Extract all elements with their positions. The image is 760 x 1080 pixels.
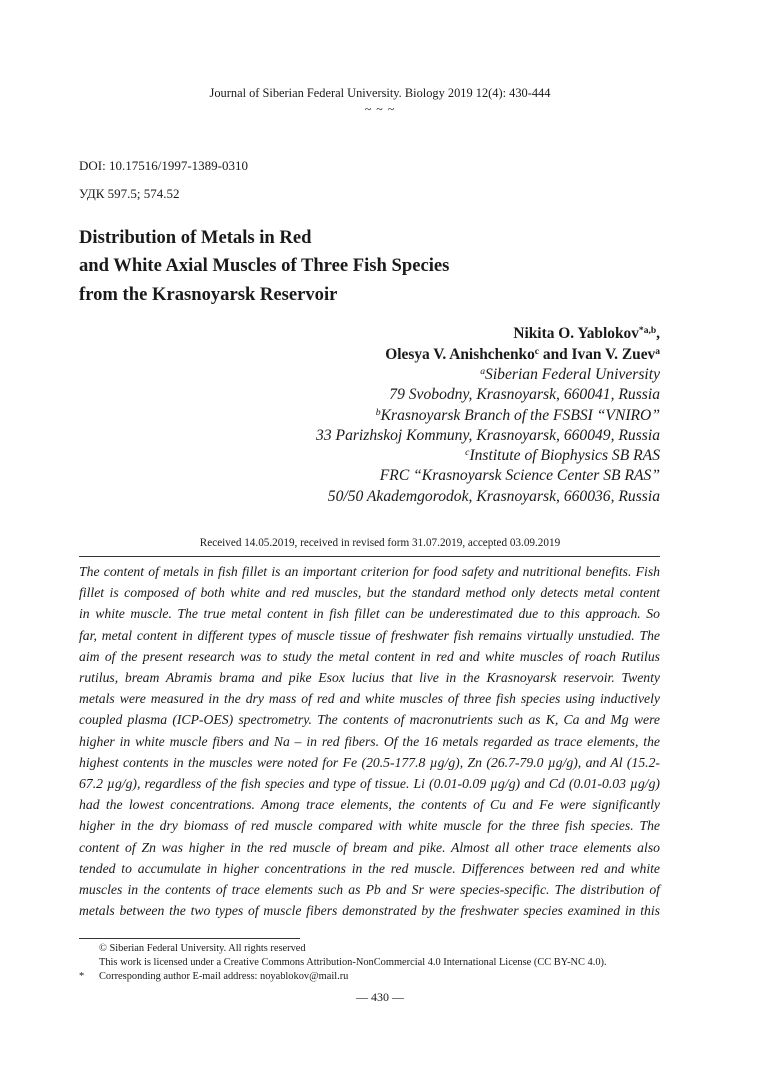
author-list: [385, 323, 660, 365]
doi-line[interactable]: DOI: 10.17516/1997-1389-0310: [79, 158, 248, 173]
abstract-line: aim of the present research was to study the metal content in red and white muscles of roach Rutilus: [79, 648, 660, 664]
abstract-line: fillet is composed of both white and red muscles, but the standard method only detects metal content: [79, 585, 660, 601]
abstract-line: muscles in the contents of trace elements such as Pb and Sr were species-specific. The distribution of: [79, 882, 660, 898]
footnote-license[interactable]: This work is licensed under a Creative Commons Attribution-NonCommercial 4.0 International License (CC BY-NC 4.0).: [99, 957, 607, 969]
affil-mark: b: [375, 406, 381, 418]
article-title: [79, 224, 449, 309]
abstract-line: in white muscle. The true metal content in fish fillet can be underestimated due to this approach. So: [79, 606, 660, 622]
abstract-line: highest contents in the muscles were noted for Fe (20.5-177.8 µg/g), Zn (26.7-79.0 µg/g), and Al (15.2-: [79, 754, 660, 770]
abstract-line: rutilus, bream Abramis brama and pike Esox lucius that live in the Krasnoyarsk reservoir. Twenty: [79, 670, 660, 686]
asterisk-mark: *: [79, 971, 85, 983]
udk-line: УДК 597.5; 574.52: [79, 186, 180, 201]
abstract-line: 67.2 µg/g), regardless of the fish species and type of tissue. Li (0.01-0.09 µg/g) and Cd (0.01-0.03 µg/g): [79, 776, 660, 792]
footnote-copyright: © Siberian Federal University. All rights reserved: [99, 943, 306, 954]
affiliations: [316, 365, 660, 507]
abstract-line: higher in the dry biomass of red muscle compared with white muscle for the three fish species. The: [79, 818, 660, 834]
footnote-corresponding-author[interactable]: * Corresponding author E-mail address: noyablokov@mail.ru: [79, 970, 679, 984]
author-affil-mark: a: [655, 346, 660, 358]
affiliation-line: $^c$Institute of Biophysics SB RAS: [465, 447, 660, 465]
author-conjunction: and: [539, 346, 572, 363]
author-line: [385, 323, 660, 344]
affil-mark: c: [465, 447, 470, 459]
page-number: — 430 —: [356, 990, 404, 1004]
title-line: Distribution of Metals in Red: [79, 227, 312, 248]
author-separator: ,: [656, 325, 660, 342]
title-line: and White Axial Muscles of Three Fish Species: [79, 255, 450, 277]
header-separator: ~ ~ ~: [364, 102, 396, 116]
author-name: Nikita O. Yablokov: [513, 325, 639, 342]
affiliation-line: $^b$Krasnoyarsk Branch of the FSBSI “VNIRO”: [375, 406, 660, 424]
abstract-line: had the lowest concentrations. Among trace elements, the contents of Cu and Fe were significantly: [79, 797, 660, 813]
author-affil-mark: c: [534, 346, 540, 358]
author-line: [385, 344, 660, 365]
abstract-line: far, metal content in different types of muscle tissue of freshwater fish remains virtually unstudied. The: [79, 627, 660, 643]
abstract-line: metals between the two types of muscle fibers demonstrated by the freshwater species examined in this: [79, 903, 660, 919]
abstract-line: coupled plasma (ICP-OES) spectrometry. The contents of macronutrients such as K, Ca and Mg were: [79, 712, 660, 728]
abstract-line: The content of metals in fish fillet is an important criterion for food safety and nutritional benefits. Fish: [79, 564, 660, 579]
abstract-line: content of Zn was higher in the red muscle of bream and pike. Almost all other trace elements also: [79, 839, 660, 855]
affiliation-line: 50/50 Akademgorodok, Krasnoyarsk, 660036, Russia: [327, 487, 660, 505]
journal-header: Journal of Siberian Federal University. Biology 2019 12(4): 430-444: [209, 86, 551, 100]
abstract-line: higher in white muscle fibers and Na – in red fibers. Of the 16 metals regarded as trace elements, the: [79, 733, 660, 749]
affiliation-line: FRC “Krasnoyarsk Science Center SB RAS”: [379, 467, 660, 485]
author-name: Ivan V. Zuev: [571, 346, 656, 363]
affiliation-line: 79 Svobodny, Krasnoyarsk, 660041, Russia: [389, 386, 660, 404]
author-name: Olesya V. Anishchenko: [385, 346, 535, 363]
affil-mark: a: [480, 366, 486, 378]
title-line: from the Krasnoyarsk Reservoir: [79, 283, 338, 305]
author-affil-mark: *a,b: [638, 325, 657, 337]
affiliation-line: $^a$Siberian Federal University: [480, 366, 660, 383]
abstract-line: metals were measured in the dry mass of red and white muscles of three fish species using inductively: [79, 691, 660, 707]
affiliation-line: 33 Parizhskoj Kommuny, Krasnoyarsk, 660049, Russia: [316, 426, 660, 444]
footnote-rule: [79, 938, 300, 939]
abstract: [79, 561, 660, 921]
abstract-top-rule: [79, 556, 660, 557]
footnotes: [79, 942, 679, 985]
received-dates: Received 14.05.2019, received in revised form 31.07.2019, accepted 03.09.2019: [199, 537, 561, 549]
abstract-line: tended to accumulate in higher concentrations in the red muscle. Differences between red and white: [79, 860, 660, 876]
